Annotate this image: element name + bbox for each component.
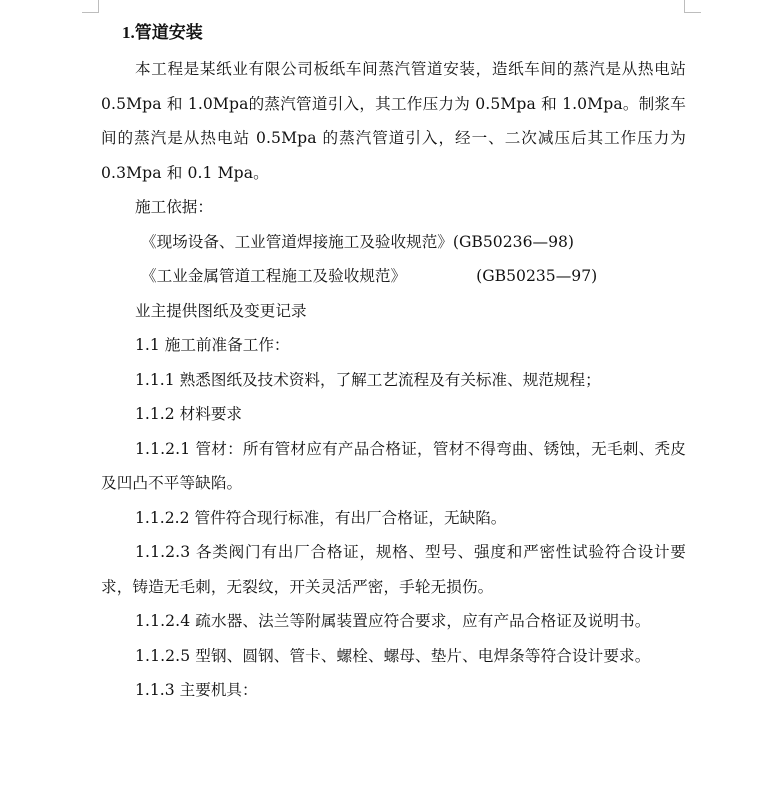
standard-line-1 xyxy=(101,225,686,260)
section-1-1-3: 1.1.3 主要机具： xyxy=(135,681,258,699)
owner-docs-line: 业主提供图纸及变更记录 xyxy=(135,301,307,320)
basis-label: 施工依据： xyxy=(135,198,213,216)
section-1-1-2: 1.1.2 材料要求 xyxy=(135,405,243,423)
section-1-1-2-1: 1.1.2.1 管材：所有管材应有产品合格证，管材不得弯曲、锈蚀，无毛刺、秃皮及凹凸不平等缺陷。 xyxy=(101,439,686,492)
document-body[interactable] xyxy=(101,14,686,708)
section-1-1-1: 1.1.1 熟悉图纸及技术资料，了解工艺流程及有关标准、规范规程； xyxy=(135,370,601,389)
section-1-1: 1.1 施工前准备工作： xyxy=(135,336,290,354)
intro-paragraph: 本工程是某纸业有限公司板纸车间蒸汽管道安装，造纸车间的蒸汽是从热电站 0.5Mpa 和 1.0Mpa的蒸汽管道引入，其工作压力为 0.5Mpa 和 1.0Mpa。制浆车间的蒸汽是从热电站 0.5Mpa 的蒸汽管道引入，经一、二次减压后其工作压力为 0.3Mpa 和 0.1 Mpa。 xyxy=(101,60,686,182)
section-1-1-2-3: 1.1.2.3 各类阀门有出厂合格证，规格、型号、强度和严密性试验符合设计要求，铸造无毛刺，无裂纹，开关灵活严密，手轮无损伤。 xyxy=(101,543,686,596)
standard-name: 《工业金属管道工程施工及验收规范》 xyxy=(141,267,407,285)
standard-line-2 xyxy=(101,259,686,294)
section-heading: 1.管道安装 xyxy=(122,23,203,42)
section-1-1-2-5: 1.1.2.5 型钢、圆钢、管卡、螺栓、螺母、垫片、电焊条等符合设计要求。 xyxy=(135,646,651,665)
crop-mark-right xyxy=(684,0,701,13)
section-1-1-2-2: 1.1.2.2 管件符合现行标准，有出厂合格证，无缺陷。 xyxy=(135,508,507,527)
standard-name: 《现场设备、工业管道焊接施工及验收规范》 xyxy=(141,232,453,251)
standard-code: (GB50235—97) xyxy=(476,267,598,285)
standard-code: (GB50236—98) xyxy=(452,232,575,251)
section-1-1-2-4: 1.1.2.4 疏水器、法兰等附属装置应符合要求，应有产品合格证及说明书。 xyxy=(135,612,651,630)
crop-mark-left xyxy=(82,0,99,13)
